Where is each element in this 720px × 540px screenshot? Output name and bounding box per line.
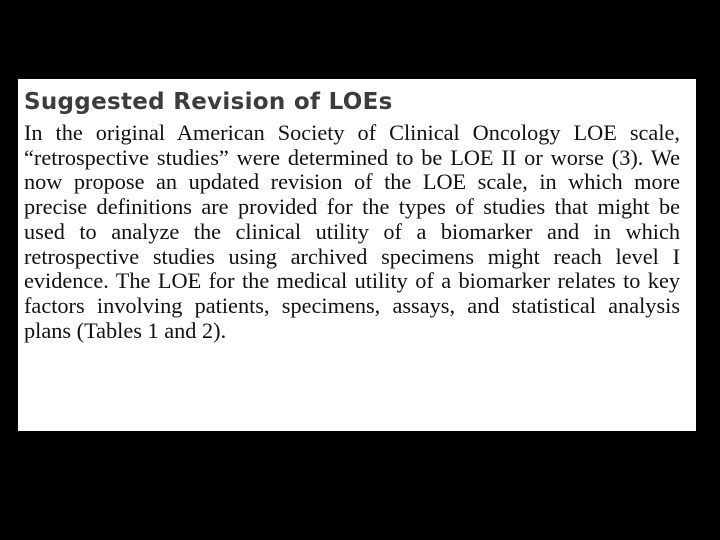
text-excerpt-panel bbox=[18, 79, 696, 431]
section-heading: Suggested Revision of LOEs bbox=[24, 89, 393, 115]
body-paragraph: In the original American Society of Clinical Oncology LOE scale, “retrospective studies” were determined to be LOE II or worse (3). We now propose an updated revision of the LOE scale, in which more precise definitions are provided for the types of studies that might be used to analyze the clinical utility of a biomarker and in which retrospective studies using archived specimens might reach level I evidence. The LOE for the medical utility of a biomarker relates to key factors involving patients, specimens, assays, and statistical analysis plans (Tables 1 and 2). bbox=[24, 120, 680, 343]
